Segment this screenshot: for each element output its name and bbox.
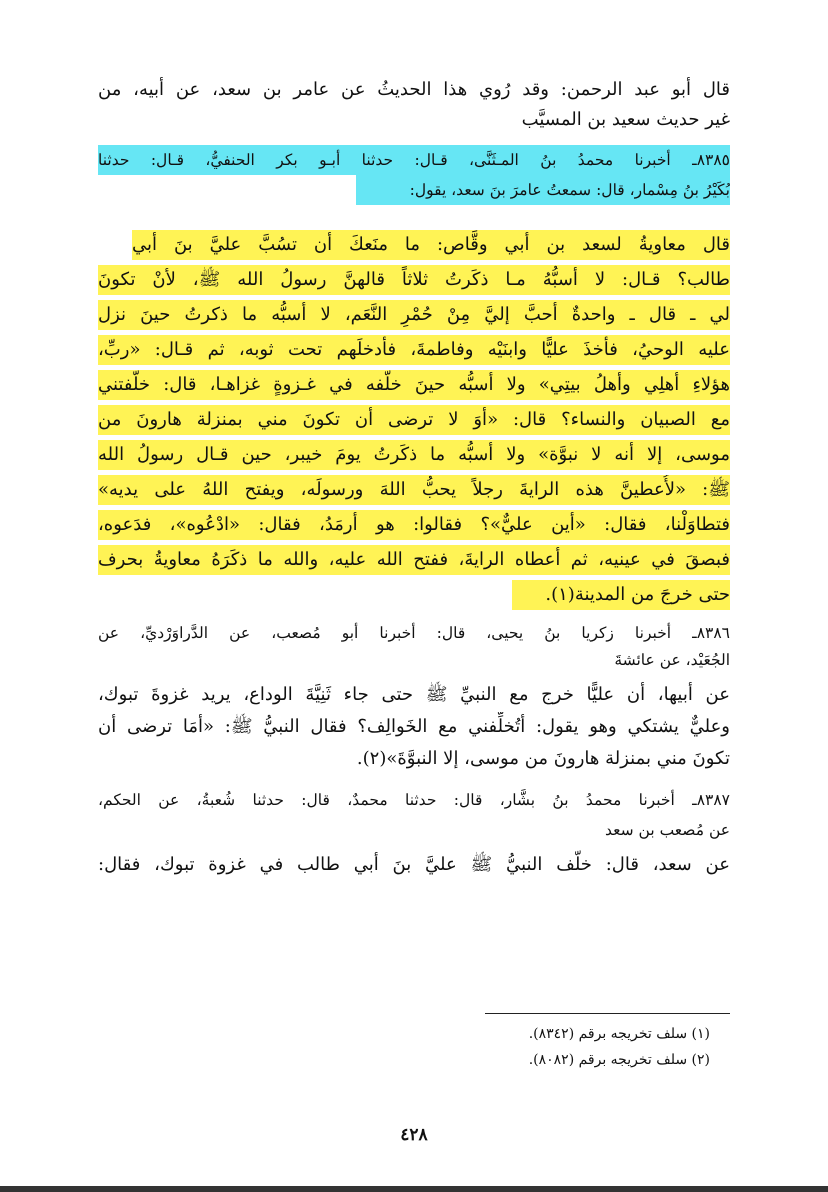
hadith-8385-isnad: ٨٣٨٥ـ أخبرنا محمدُ بنُ المـثَنَّى، قـال: حدثنا أبـو بكر الحنفيُّ، قـال: حدثنا xyxy=(98,145,730,175)
text-line: غير حديث سعيد بن المسيَّب xyxy=(521,109,730,130)
hadith-8385-matn: قال معاويةُ لسعد بن أبي وقَّاص: ما منَعكَ أن تسُبَّ عليَّ بنَ أبي xyxy=(132,230,730,260)
text-line: قال أبو عبد الرحمن: وقد رُوي هذا الحديثُ عن عامر بن سعد، عن أبيه، من xyxy=(98,79,730,100)
hadith-8387-matn: عن سعد، قال: خلَّف النبيُّ ﷺ عليَّ بنَ أبي طالب في غزوة تبوك، فقال: xyxy=(98,854,730,875)
scan-edge xyxy=(0,1186,828,1192)
footnote: (٢) سلف تخريجه برقم (٨٠٨٢). xyxy=(528,1052,710,1068)
hadith-8385-matn: عليه الوحيُ، فأخذَ عليًّا وابنَيْه وفاطمةَ، فأدخلَهم تحت ثوبه، ثم قـال: «ربِّ، xyxy=(98,335,730,365)
page-number: ٤٢٨ xyxy=(400,1125,428,1145)
hadith-8385-isnad: بُكَيْرُ بنُ مِسْمار، قال: سمعتُ عامرَ بنَ سعد، يقول: xyxy=(356,175,730,205)
hadith-8385-matn: هؤلاءِ أهلِي وأهلُ بيتِي» ولا أسبُّه حينَ خلَّفه في غـزوةٍ غزاهـا، قال: خلَّفتني xyxy=(98,370,730,400)
footnote: (١) سلف تخريجه برقم (٨٣٤٢). xyxy=(528,1026,710,1042)
hadith-8386-matn: وعليٌّ يشتكي وهو يقول: أتُخلِّفني مع الخَوالِف؟ فقال النبيُّ ﷺ: «أمَا ترضى أن xyxy=(98,716,730,737)
hadith-8385-matn: لي ـ قال ـ واحدةٌ أحبَّ إليَّ مِنْ حُمْرِ النَّعَم، لا أسبُّه ما ذكرتُ حينَ نزل xyxy=(98,300,730,330)
hadith-8387-isnad: عن مُصعب بن سعد xyxy=(605,821,730,839)
hadith-8387-isnad: ٨٣٨٧ـ أخبرنا محمدُ بنُ بشَّار، قال: حدثنا محمدٌ، قال: حدثنا شُعبةُ، عن الحكم، xyxy=(98,791,730,809)
hadith-8385-matn: ﷺ: «لأُعطينَّ هذه الرايةَ رجلاً يحبُّ اللهَ ورسولَه، ويفتح اللهُ على يديه» xyxy=(98,475,730,505)
hadith-8385-matn: موسى، إلا أنه لا نبوَّة» ولا أسبُّه ما ذكَرتُ يومَ خيبر، حين قـال رسولُ الله xyxy=(98,440,730,470)
hadith-8386-matn: تكونَ مني بمنزلة هارونَ من موسى، إلا النبوَّةَ»(٢). xyxy=(356,748,730,769)
footnote-separator xyxy=(485,1013,730,1014)
hadith-8385-matn: فبصقَ في عينيه، ثم أعطاه الرايةَ، ففتح الله عليه، والله ما ذكَرَهُ معاويةُ بحرف xyxy=(98,545,730,575)
hadith-8385-matn: طالب؟ قـال: لا أسبُّهُ مـا ذكَرتُ ثلاثاً قالهنَّ رسولُ الله ﷺ، لأنْ تكونَ xyxy=(98,265,730,295)
hadith-8386-isnad: الجُعَيْد، عن عائشةَ xyxy=(614,651,730,669)
hadith-8386-isnad: ٨٣٨٦ـ أخبرنا زكريا بنُ يحيى، قال: أخبرنا أبو مُصعب، عن الدَّراوَرْديِّ، عن xyxy=(98,624,730,642)
hadith-8385-matn: حتى خرجَ من المدينة(١). xyxy=(512,580,730,610)
hadith-8385-matn: فتطاوَلْنا، فقال: «أين عليٌّ»؟ فقالوا: هو أرمَدُ، فقال: «ادْعُوه»، فدَعوه، xyxy=(98,510,730,540)
hadith-8386-matn: عن أبيها، أن عليًّا خرج مع النبيِّ ﷺ حتى جاء ثَنِيَّةَ الوداع، يريد غزوةَ تبوك، xyxy=(98,684,730,705)
hadith-8385-matn: مع الصبيان والنساء؟ قال: «أوَ لا ترضى أن تكونَ مني بمنزلة هارونَ من xyxy=(98,405,730,435)
